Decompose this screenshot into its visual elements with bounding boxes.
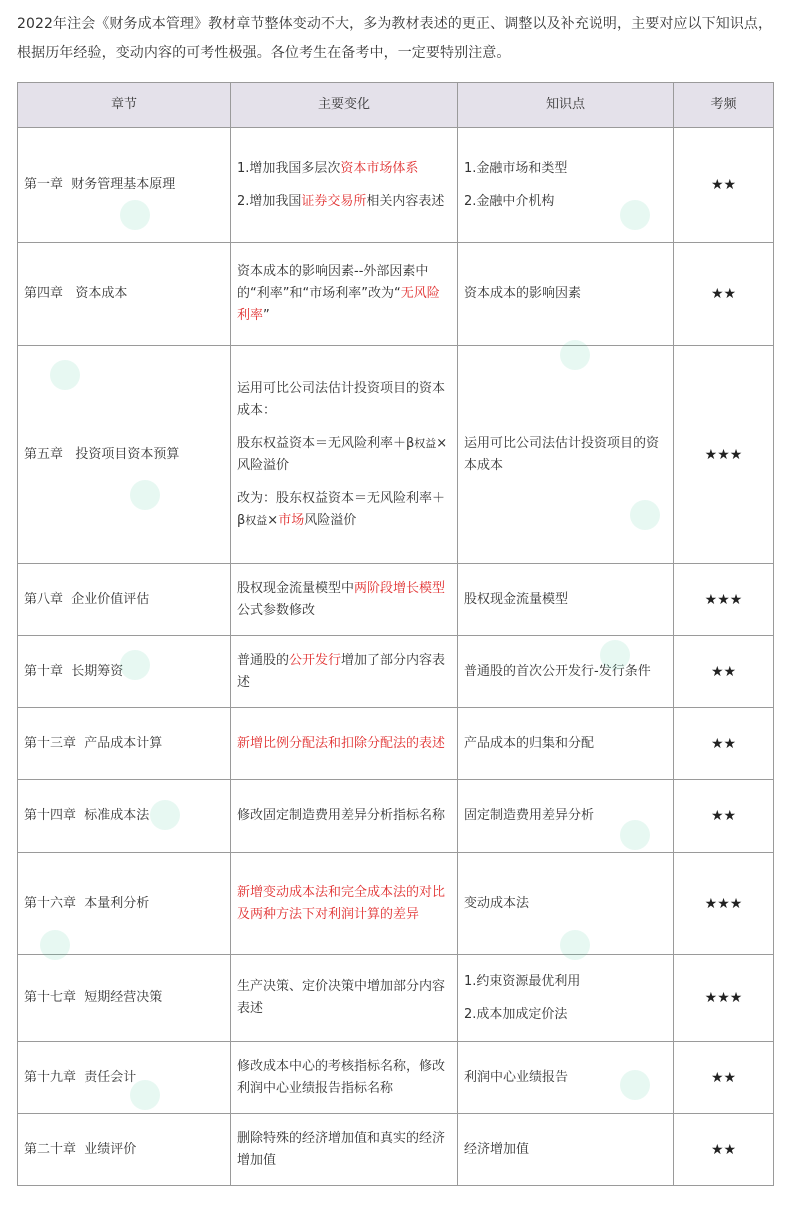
cell-frequency-stars: ★★: [674, 1114, 774, 1186]
cell-main-change: 修改固定制造费用差异分析指标名称: [231, 780, 458, 853]
cell-frequency-stars: ★★★: [674, 564, 774, 636]
cell-frequency-stars: ★★: [674, 780, 774, 853]
cell-main-change: 新增变动成本法和完全成本法的对比及两种方法下对利润计算的差异: [231, 853, 458, 955]
cell-knowledge-point: 固定制造费用差异分析: [458, 780, 674, 853]
cell-main-change: 生产决策、定价决策中增加部分内容表述: [231, 955, 458, 1042]
table-row: [18, 853, 774, 955]
intro-paragraph: 2022年注会《财务成本管理》教材章节整体变动不大，多为教材表述的更正、调整以及补充说明，主要对应以下知识点，根据历年经验，变动内容的可考性极强。各位考生在备考中，一定要特别注意。: [17, 16, 773, 61]
cell-main-change: 1.增加我国多层次资本市场体系 2.增加我国证券交易所相关内容表述: [231, 128, 458, 243]
cell-frequency-stars: ★★: [674, 708, 774, 780]
table-row: [18, 564, 774, 636]
table-body: [18, 128, 774, 1186]
table-row: [18, 1114, 774, 1186]
table-row: [18, 708, 774, 780]
cell-chapter: 第十章 长期筹资: [18, 636, 231, 708]
table-row: [18, 243, 774, 346]
table-header-row: [18, 83, 774, 128]
cell-main-change: 修改成本中心的考核指标名称，修改利润中心业绩报告指标名称: [231, 1042, 458, 1114]
cell-main-change: 运用可比公司法估计投资项目的资本成本： 股东权益资本＝无风险利率＋β权益×风险溢价 改为：股东权益资本＝无风险利率＋β权益×市场风险溢价: [231, 346, 458, 564]
cell-chapter: 第十四章 标准成本法: [18, 780, 231, 853]
cell-knowledge-point: 运用可比公司法估计投资项目的资本成本: [458, 346, 674, 564]
cell-knowledge-point: 1.约束资源最优利用 2.成本加成定价法: [458, 955, 674, 1042]
cell-main-change: 普通股的公开发行增加了部分内容表述: [231, 636, 458, 708]
changes-table: [17, 82, 774, 1186]
cell-chapter: 第十六章 本量利分析: [18, 853, 231, 955]
table-row: [18, 128, 774, 243]
cell-knowledge-point: 变动成本法: [458, 853, 674, 955]
header-frequency: 考频: [674, 83, 774, 128]
cell-knowledge-point: 经济增加值: [458, 1114, 674, 1186]
cell-chapter: 第八章 企业价值评估: [18, 564, 231, 636]
cell-frequency-stars: ★★: [674, 636, 774, 708]
cell-knowledge-point: 普通股的首次公开发行-发行条件: [458, 636, 674, 708]
cell-main-change: 资本成本的影响因素--外部因素中的“利率”和“市场利率”改为“无风险利率”: [231, 243, 458, 346]
header-chapter: 章节: [18, 83, 231, 128]
cell-main-change: 股权现金流量模型中两阶段增长模型公式参数修改: [231, 564, 458, 636]
table-row: [18, 1042, 774, 1114]
cell-main-change: 删除特殊的经济增加值和真实的经济增加值: [231, 1114, 458, 1186]
cell-chapter: 第十九章 责任会计: [18, 1042, 231, 1114]
table-row: [18, 636, 774, 708]
cell-knowledge-point: 产品成本的归集和分配: [458, 708, 674, 780]
cell-knowledge-point: 股权现金流量模型: [458, 564, 674, 636]
cell-chapter: 第四章 资本成本: [18, 243, 231, 346]
header-main-change: 主要变化: [231, 83, 458, 128]
cell-chapter: 第十三章 产品成本计算: [18, 708, 231, 780]
table-row: [18, 346, 774, 564]
cell-frequency-stars: ★★: [674, 128, 774, 243]
cell-main-change: 新增比例分配法和扣除分配法的表述: [231, 708, 458, 780]
cell-frequency-stars: ★★: [674, 1042, 774, 1114]
cell-chapter: 第一章 财务管理基本原理: [18, 128, 231, 243]
cell-frequency-stars: ★★★: [674, 853, 774, 955]
table-row: [18, 780, 774, 853]
cell-frequency-stars: ★★: [674, 243, 774, 346]
cell-chapter: 第二十章 业绩评价: [18, 1114, 231, 1186]
cell-knowledge-point: 资本成本的影响因素: [458, 243, 674, 346]
table-row: [18, 955, 774, 1042]
cell-knowledge-point: 利润中心业绩报告: [458, 1042, 674, 1114]
cell-frequency-stars: ★★★: [674, 346, 774, 564]
cell-chapter: 第五章 投资项目资本预算: [18, 346, 231, 564]
header-knowledge-point: 知识点: [458, 83, 674, 128]
cell-knowledge-point: 1.金融市场和类型 2.金融中介机构: [458, 128, 674, 243]
cell-chapter: 第十七章 短期经营决策: [18, 955, 231, 1042]
cell-frequency-stars: ★★★: [674, 955, 774, 1042]
